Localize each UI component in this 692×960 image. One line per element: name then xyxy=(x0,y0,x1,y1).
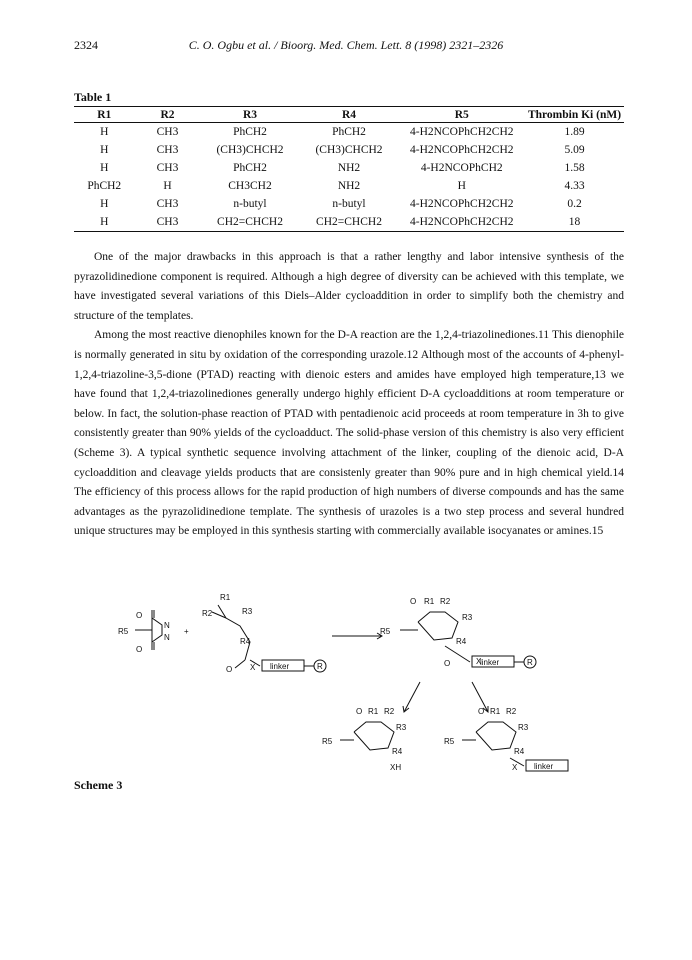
label-r2: R2 xyxy=(384,707,395,716)
col-header-r3: R3 xyxy=(201,107,300,123)
running-header xyxy=(0,38,692,54)
label-r4: R4 xyxy=(514,747,525,756)
table-cell: H xyxy=(457,180,466,192)
body-text xyxy=(74,248,624,542)
table-cell: 5.09 xyxy=(564,144,585,156)
data-table xyxy=(74,106,624,232)
table-row xyxy=(74,159,624,177)
table-cell: 4-H2NCOPhCH2CH2 xyxy=(399,213,526,232)
table-cell: CH3 xyxy=(156,198,179,210)
label-r5: R5 xyxy=(118,627,129,636)
table-cell: PhCH2 xyxy=(332,126,366,138)
label-x: X xyxy=(476,657,482,666)
label-o: O xyxy=(478,707,485,716)
col-header-r1: R1 xyxy=(74,107,135,123)
scheme-caption: Scheme 3 xyxy=(74,778,123,792)
label-o: O xyxy=(226,665,233,674)
resin-label: R xyxy=(317,662,323,671)
table-cell: H xyxy=(100,126,109,138)
col-header-r5: R5 xyxy=(399,107,526,123)
label-r5: R5 xyxy=(380,627,391,636)
linker-label: linker xyxy=(480,658,500,667)
table-cell: CH2=CHCH2 xyxy=(201,213,300,232)
table-cell: NH2 xyxy=(337,162,361,174)
table-caption: Table 1 xyxy=(74,90,112,104)
table-cell: H xyxy=(163,180,172,192)
table-cell: (CH3)CHCH2 xyxy=(315,144,383,156)
label-r5: R5 xyxy=(322,737,333,746)
label-n: N xyxy=(164,621,170,630)
linker-label: linker xyxy=(270,662,290,671)
table-cell: n-butyl xyxy=(332,198,366,210)
label-r4: R4 xyxy=(392,747,403,756)
label-n: N xyxy=(164,633,170,642)
table-cell: PhCH2 xyxy=(87,180,122,192)
table-cell: 1.58 xyxy=(564,162,585,174)
table-cell: (CH3)CHCH2 xyxy=(216,144,284,156)
journal-citation: C. O. Ogbu et al. / Bioorg. Med. Chem. Lett. 8 (1998) 2321–2326 xyxy=(188,38,504,52)
table-cell: H xyxy=(100,198,109,210)
label-r1: R1 xyxy=(424,597,435,606)
table-cell: 4-H2NCOPhCH2CH2 xyxy=(409,144,514,156)
label-r2: R2 xyxy=(440,597,451,606)
table-cell: 1.89 xyxy=(564,126,585,138)
label-o: O xyxy=(356,707,363,716)
label-r1: R1 xyxy=(368,707,379,716)
table-cell: 18 xyxy=(525,213,624,232)
label-r3: R3 xyxy=(242,607,253,616)
label-r2: R2 xyxy=(506,707,517,716)
table-cell: 4-H2NCOPhCH2CH2 xyxy=(409,126,514,138)
label-r4: R4 xyxy=(456,637,467,646)
label-o: O xyxy=(136,645,143,654)
table-cell: CH3 xyxy=(156,162,179,174)
label-o: O xyxy=(444,659,451,668)
table-cell: NH2 xyxy=(337,180,361,192)
col-header-ki: Thrombin Ki (nM) xyxy=(525,107,624,123)
label-plus: + xyxy=(184,627,189,636)
label-x: X xyxy=(512,763,518,772)
table-cell: CH2=CHCH2 xyxy=(300,213,399,232)
label-r3: R3 xyxy=(396,723,407,732)
paragraph: Among the most reactive dienophiles known for the D-A reaction are the 1,2,4-triazolinediones.11 This dienophile is normally generated in situ by oxidation of the corresponding urazole.12 Although most of the accounts of 4-phenyl-1,2,4-triazoline-3,5-dione (PTAD) reacting with dienoic esters and amides have employed high temperature,13 we have found that 1,2,4-triazolinediones generally undergo highly efficient D-A cycloadditions at room temperature or below. In fact, the solution-phase reaction of PTAD with pentadienoic acid proceeds at room temperature in 3h to give consistently greater than 90% yields of the cycloadduct. The solid-phase version of this chemistry is also very efficient (Scheme 3). A typical synthetic sequence involving attachment of the linker, coupling of the dienoic acid, D-A cycloaddition and cleavage yields products that are consistenly greater than 90% pure and in high chemical yield.14 The efficiency of this process allows for the rapid production of high numbers of diverse compounds and has the same advantages as the pyrazolidinedione template. The synthesis of urazoles is a two step process and several hundred unique structures may be employed in this synthesis starting with commercially available isocyanates or amines.15 xyxy=(74,329,624,538)
table-cell: 4-H2NCOPhCH2CH2 xyxy=(409,198,514,210)
table-cell: PhCH2 xyxy=(233,126,267,138)
label-r3: R3 xyxy=(462,613,473,622)
table-cell: H xyxy=(74,213,135,232)
table-row xyxy=(74,213,624,232)
table-cell: H xyxy=(100,144,109,156)
label-x: X xyxy=(250,663,256,672)
label-r1: R1 xyxy=(220,593,231,602)
paragraph: One of the major drawbacks in this approach is that a rather lengthy and labor intensive synthesis of the pyrazolidinedione component is required. Although a high degree of diversity can be achieved with this template, we have investigated several variations of this Diels–Alder cycloaddition in order to simplify both the chemistry and structure of the templates. xyxy=(74,251,624,322)
label-r2: R2 xyxy=(202,609,213,618)
table-cell: 4-H2NCOPhCH2 xyxy=(420,162,503,174)
col-header-r4: R4 xyxy=(300,107,399,123)
table-cell: 4.33 xyxy=(564,180,585,192)
page-number: 2324 xyxy=(74,38,98,52)
label-o: O xyxy=(136,611,143,620)
table-cell: CH3 xyxy=(156,144,179,156)
table-row xyxy=(74,177,624,195)
table-row xyxy=(74,123,624,142)
table-cell: H xyxy=(100,162,109,174)
table-cell: 0.2 xyxy=(567,198,582,210)
linker-label: linker xyxy=(534,762,554,771)
table-cell: CH3 xyxy=(135,213,201,232)
resin-label: R xyxy=(527,658,533,667)
label-o: O xyxy=(410,597,417,606)
label-r1: R1 xyxy=(490,707,501,716)
col-header-r2: R2 xyxy=(135,107,201,123)
table-cell: PhCH2 xyxy=(233,162,267,174)
table-header-row xyxy=(74,107,624,123)
table-cell: CH3CH2 xyxy=(228,180,272,192)
reaction-scheme xyxy=(100,580,600,780)
table-cell: n-butyl xyxy=(233,198,267,210)
label-r5: R5 xyxy=(444,737,455,746)
table-row xyxy=(74,141,624,159)
label-xh: XH xyxy=(390,763,402,772)
label-r4: R4 xyxy=(240,637,251,646)
label-r3: R3 xyxy=(518,723,529,732)
table-row xyxy=(74,195,624,213)
table-cell: CH3 xyxy=(156,126,179,138)
